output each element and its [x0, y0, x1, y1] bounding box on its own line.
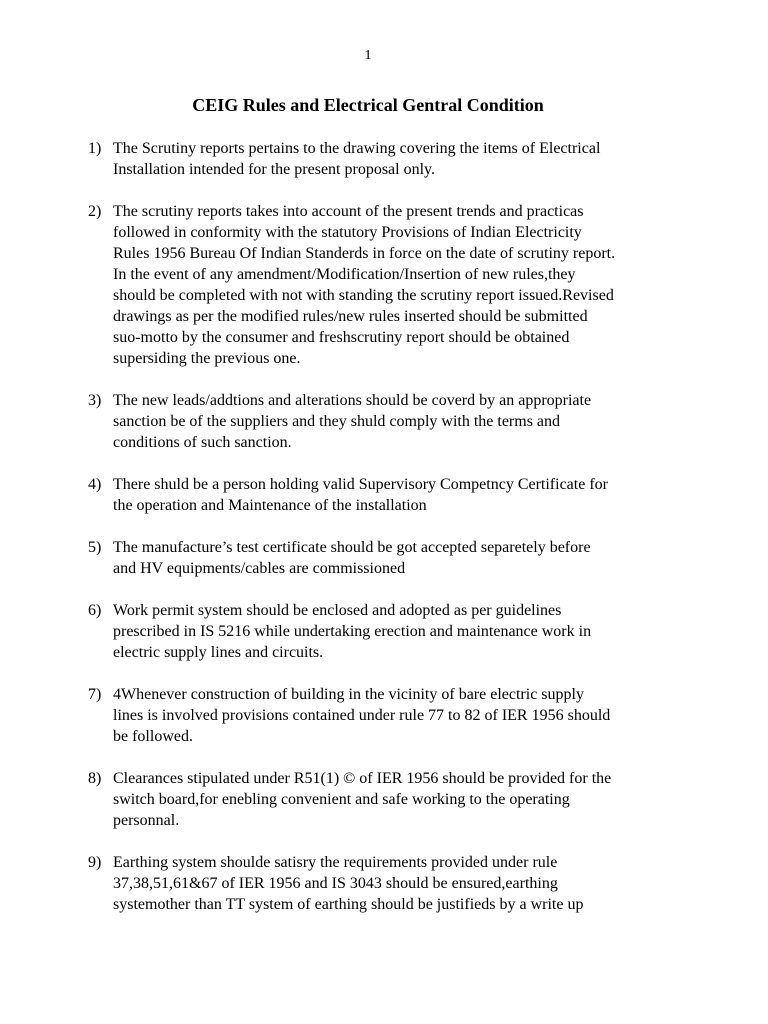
- rule-item: [88, 852, 678, 915]
- rule-text-line: and HV equipments/cables are commissioned: [113, 560, 406, 577]
- rule-text-line: switch board,for enebling convenient and safe working to the operating: [113, 791, 570, 808]
- rule-number: 2): [88, 203, 102, 220]
- rule-item: [88, 390, 678, 453]
- rule-text-line: supersiding the previous one.: [113, 350, 301, 367]
- rule-text-line: sanction be of the suppliers and they shuld comply with the terms and: [113, 413, 561, 430]
- page-number: 1: [364, 48, 372, 63]
- rule-item: [88, 474, 678, 516]
- rule-item: [88, 600, 678, 663]
- rule-text-line: In the event of any amendment/Modification/Insertion of new rules,they: [113, 266, 576, 283]
- rule-text-line: the operation and Maintenance of the installation: [113, 497, 427, 514]
- rule-text-line: personnal.: [113, 812, 180, 829]
- rule-text-line: lines is involved provisions contained under rule 77 to 82 of IER 1956 should: [113, 707, 611, 724]
- rule-item: [88, 537, 678, 579]
- rule-text-line: should be completed with not with standing the scrutiny report issued.Revised: [113, 287, 614, 304]
- rule-text-line: Rules 1956 Bureau Of Indian Standerds in force on the date of scrutiny report.: [113, 245, 616, 262]
- rule-text-line: The Scrutiny reports pertains to the drawing covering the items of Electrical: [113, 140, 601, 157]
- rule-text-line: There shuld be a person holding valid Supervisory Competncy Certificate for: [113, 476, 608, 493]
- rule-number: 6): [88, 602, 102, 619]
- rule-text-line: Installation intended for the present proposal only.: [113, 161, 435, 178]
- rule-text-line: The new leads/addtions and alterations should be coverd by an appropriate: [113, 392, 592, 409]
- rule-number: 1): [88, 140, 102, 157]
- rule-text-line: electric supply lines and circuits.: [113, 644, 324, 661]
- rule-item: [88, 768, 678, 831]
- document-title: CEIG Rules and Electrical Gentral Condition: [192, 95, 544, 115]
- rule-number: 9): [88, 854, 102, 871]
- rule-text-line: The scrutiny reports takes into account of the present trends and practicas: [113, 203, 584, 220]
- rule-text-line: suo-motto by the consumer and freshscrutiny report should be obtained: [113, 329, 570, 346]
- rule-text-line: The manufacture’s test certificate should be got accepted separetely before: [113, 539, 591, 556]
- rule-number: 4): [88, 476, 102, 493]
- rule-text-line: conditions of such sanction.: [113, 434, 292, 451]
- rule-item: [88, 201, 678, 369]
- rule-text-line: 4Whenever construction of building in the vicinity of bare electric supply: [113, 686, 584, 703]
- rule-text-line: followed in conformity with the statutory Provisions of Indian Electricity: [113, 224, 582, 241]
- rules-list: [88, 138, 678, 936]
- rule-text-line: systemother than TT system of earthing should be justifieds by a write up: [113, 896, 584, 913]
- rule-text-line: drawings as per the modified rules/new rules inserted should be submitted: [113, 308, 588, 325]
- rule-text-line: Earthing system shoulde satisry the requirements provided under rule: [113, 854, 558, 871]
- rule-number: 7): [88, 686, 102, 703]
- rule-number: 5): [88, 539, 102, 556]
- rule-text-line: be followed.: [113, 728, 193, 745]
- rule-text-line: Clearances stipulated under R51(1) © of IER 1956 should be provided for the: [113, 770, 612, 787]
- rule-text-line: Work permit system should be enclosed and adopted as per guidelines: [113, 602, 562, 619]
- rule-item: [88, 138, 678, 180]
- rule-number: 3): [88, 392, 102, 409]
- rule-item: [88, 684, 678, 747]
- rule-text-line: prescribed in IS 5216 while undertaking erection and maintenance work in: [113, 623, 592, 640]
- rule-text-line: 37,38,51,61&67 of IER 1956 and IS 3043 should be ensured,earthing: [113, 875, 558, 892]
- rule-number: 8): [88, 770, 102, 787]
